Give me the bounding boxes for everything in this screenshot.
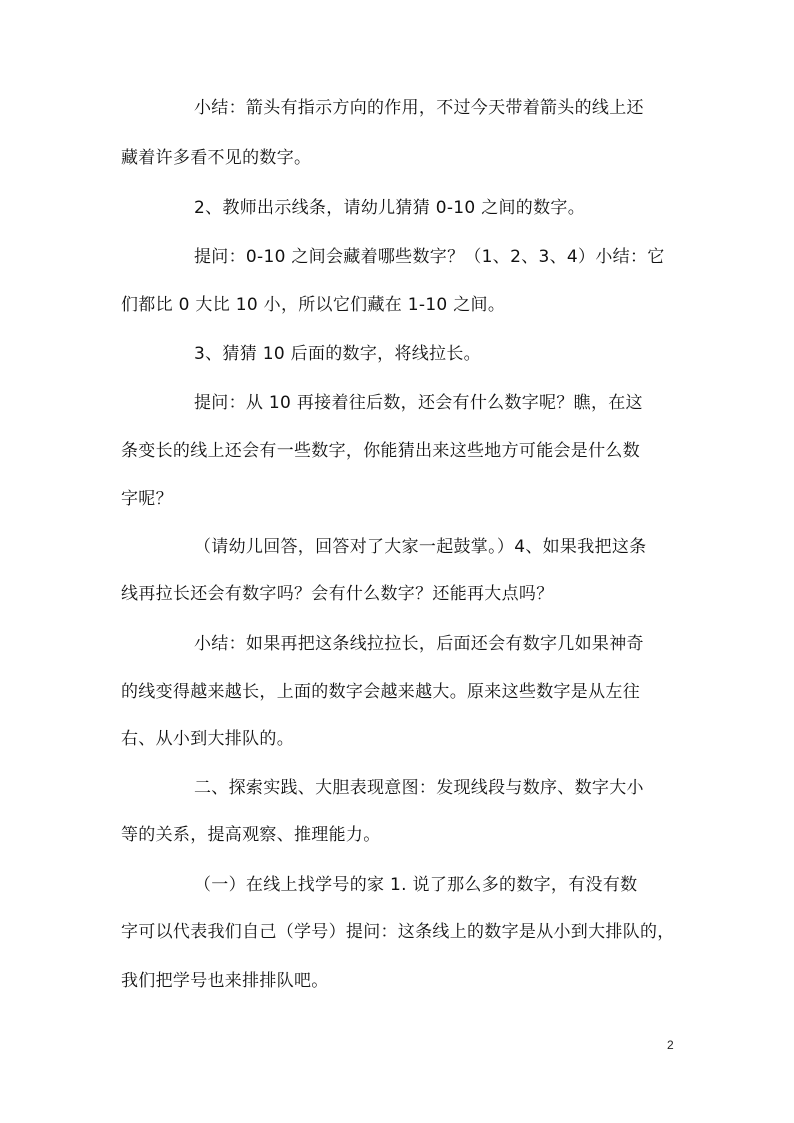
text-line: 藏着许多看不见的数字。	[121, 148, 312, 168]
text-line: 提问：0-10 之间会藏着哪些数字？（1、2、3、4）小结：它	[194, 247, 665, 267]
text-line: 3、猜猜 10 后面的数字，将线拉长。	[194, 344, 481, 364]
text-line: 小结：如果再把这条线拉拉长，后面还会有数字几如果神奇	[194, 634, 644, 654]
text-line: 们都比 0 大比 10 小，所以它们藏在 1-10 之间。	[121, 295, 506, 315]
text-line: 条变长的线上还会有一些数字，你能猜出来这些地方可能会是什么数	[121, 441, 640, 461]
text-line: 2、教师出示线条，请幼儿猜猜 0-10 之间的数字。	[194, 198, 586, 218]
text-line: 线再拉长还会有数字吗？会有什么数字？还能再大点吗？	[121, 584, 554, 604]
text-line: （请幼儿回答，回答对了大家一起鼓掌。）4、如果我把这条	[194, 537, 647, 557]
text-line: 二、探索实践、大胆表现意图：发现线段与数序、数字大小	[194, 778, 644, 798]
page-number: 2	[667, 1038, 674, 1052]
text-line: 字呢？	[121, 489, 173, 509]
text-line: （一）在线上找学号的家 1. 说了那么多的数字，有没有数	[194, 875, 638, 895]
text-line: 小结：箭头有指示方向的作用，不过今天带着箭头的线上还	[194, 98, 644, 118]
text-line: 字可以代表我们自己（学号）提问：这条线上的数字是从小到大排队的，	[121, 922, 675, 942]
text-line: 右、从小到大排队的。	[121, 729, 294, 749]
text-line: 的线变得越来越长，上面的数字会越来越大。原来这些数字是从左往	[121, 682, 640, 702]
text-line: 我们把学号也来排排队吧。	[121, 971, 329, 991]
text-line: 提问：从 10 再接着往后数，还会有什么数字呢？瞧，在这	[194, 393, 643, 413]
text-line: 等的关系，提高观察、推理能力。	[121, 825, 381, 845]
